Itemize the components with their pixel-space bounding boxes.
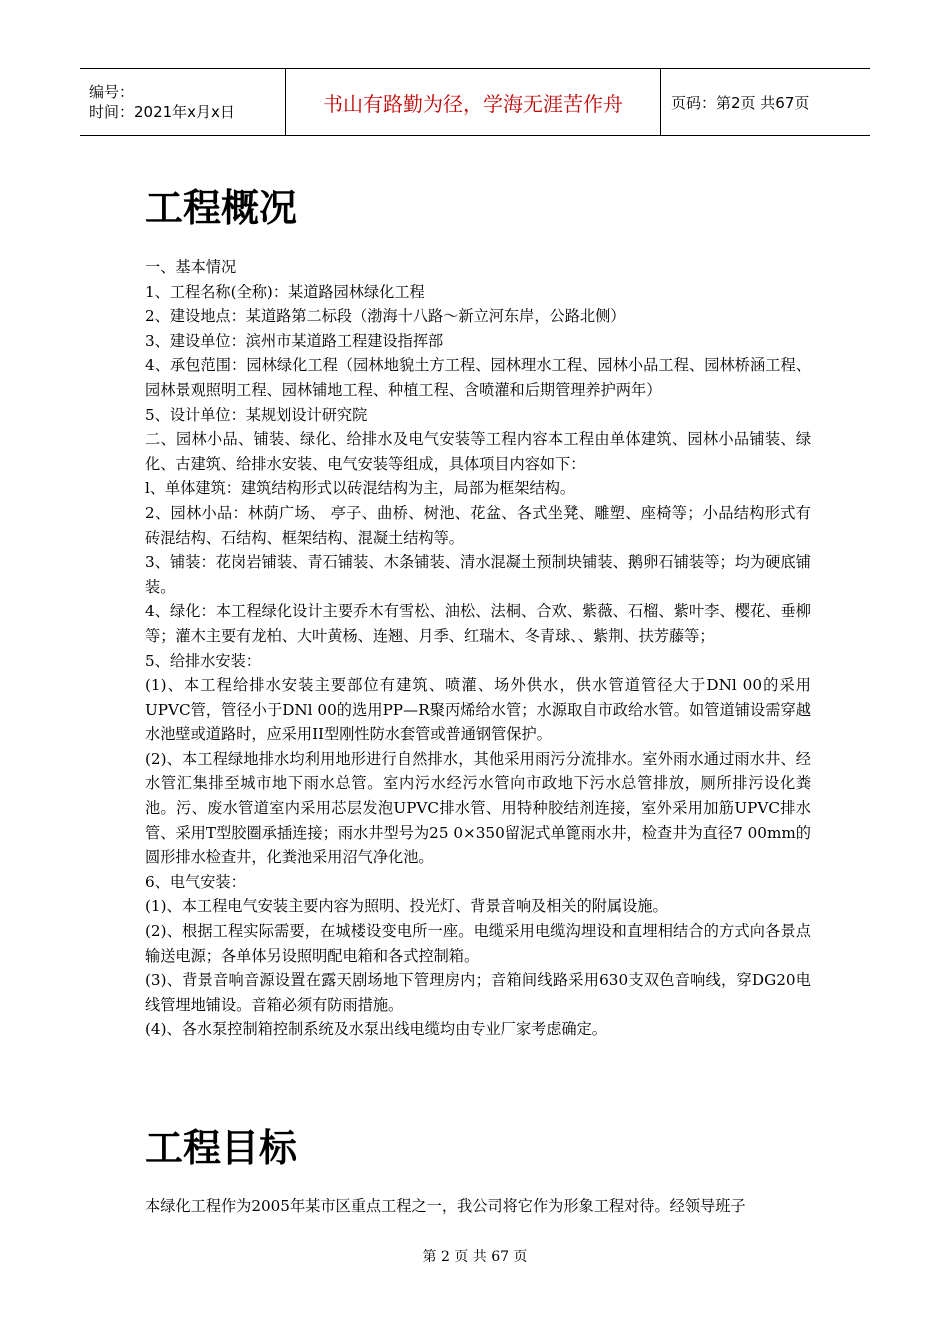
paragraph: 4、承包范围：园林绿化工程（园林地貌土方工程、园林理水工程、园林小品工程、园林桥涵工程、园林景观照明工程、园林铺地工程、种植工程、含喷灌和后期管理养护两年）: [145, 356, 811, 399]
paragraph: 3、铺装：花岗岩铺装、青石铺装、木条铺装、清水混凝土预制块铺装、鹅卵石铺装等；均为硬底铺装。: [145, 553, 811, 596]
document-date-label: 时间：2021年x月x日: [89, 103, 235, 121]
paragraph: 本绿化工程作为2005年某市区重点工程之一，我公司将它作为形象工程对待。经领导班子: [145, 1197, 746, 1215]
paragraph: (1)、本工程电气安装主要内容为照明、投光灯、背景音响及相关的附属设施。: [145, 897, 668, 916]
paragraph: (1)、本工程给排水安装主要部位有建筑、喷灌、场外供水，供水管道管径大于DNl 00的采用UPVC管，管径小于DNl 00的选用PP—R聚丙烯给水管；水源取自市政给水管。如管道铺设需穿越水池壁或道路时，应采用II型刚性防水套管或普通钢管保护。: [145, 676, 811, 744]
section-title-overview: 工程概况: [145, 186, 298, 230]
paragraph: 2、园林小品：林荫广场、 亭子、曲桥、树池、花盆、各式坐凳、雕塑、座椅等；小品结构形式有砖混结构、石结构、框架结构、混凝土结构等。: [145, 503, 811, 547]
header-motto: 书山有路勤为径，学海无涯苦作舟: [286, 69, 661, 136]
paragraph: (2)、本工程绿地排水均利用地形进行自然排水，其他采用雨污分流排水。室外雨水通过雨水井、经水管汇集排至城市地下雨水总管。室内污水经污水管向市政地下污水总管排放，厕所排污设化粪池。污、废水管道室内采用芯层发泡UPVC排水管、用特种胶结剂连接，室外采用加筋UPVC排水管、采用T型胶圈承插连接；雨水井型号为25 0×350留泥式单篦雨水井，检查井为直径7 00mm的圆形排水检查井，化粪池采用沼气净化池。: [145, 749, 811, 867]
paragraph: (3)、背景音响音源设置在露天剧场地下管理房内；音箱间线路采用630支双色音响线，穿DG20电线管埋地铺设。音箱必须有防雨措施。: [145, 971, 811, 1014]
paragraph: 6、电气安装：: [145, 872, 246, 891]
paragraph: 3、建设单位：滨州市某道路工程建设指挥部: [145, 331, 444, 350]
paragraph: l、单体建筑：建筑结构形式以砖混结构为主，局部为框架结构。: [145, 479, 576, 498]
section-title-goals: 工程目标: [145, 1126, 298, 1170]
paragraph: 5、设计单位：某规划设计研究院: [145, 405, 368, 424]
page-header: [80, 68, 870, 136]
section-body-overview: [145, 255, 811, 1042]
header-meta: [80, 69, 286, 136]
document-number-label: 编号：: [89, 83, 135, 101]
paragraph: 4、绿化：本工程绿化设计主要乔木有雪松、油松、法桐、合欢、紫薇、石榴、紫叶李、樱花、垂柳等；灌木主要有龙柏、大叶黄杨、连翘、月季、红瑞木、冬青球、、紫荆、扶芳藤等；: [145, 602, 811, 645]
paragraph: 1、工程名称(全称)：某道路园林绿化工程: [145, 282, 425, 301]
header-page-info: 页码：第2页 共67页: [661, 69, 871, 136]
paragraph: 5、给排水安装：: [145, 651, 261, 670]
paragraph: (2)、根据工程实际需要，在城楼设变电所一座。电缆采用电缆沟埋设和直埋相结合的方式向各景点输送电源；各单体另设照明配电箱和各式控制箱。: [145, 922, 811, 965]
paragraph: 一、基本情况: [145, 258, 237, 276]
paragraph: (4)、各水泵控制箱控制系统及水泵出线电缆均由专业厂家考虑确定。: [145, 1020, 607, 1039]
paragraph: 二、园林小品、铺装、绿化、给排水及电气安装等工程内容本工程由单体建筑、园林小品铺装、绿化、古建筑、给排水安装、电气安装等组成，具体项目内容如下：: [145, 430, 811, 473]
page-footer: 第 2 页 共 67 页: [422, 1249, 528, 1265]
section-body-goals: [145, 1194, 811, 1219]
paragraph: 2、建设地点：某道路第二标段（渤海十八路～新立河东岸，公路北侧）: [145, 307, 626, 326]
